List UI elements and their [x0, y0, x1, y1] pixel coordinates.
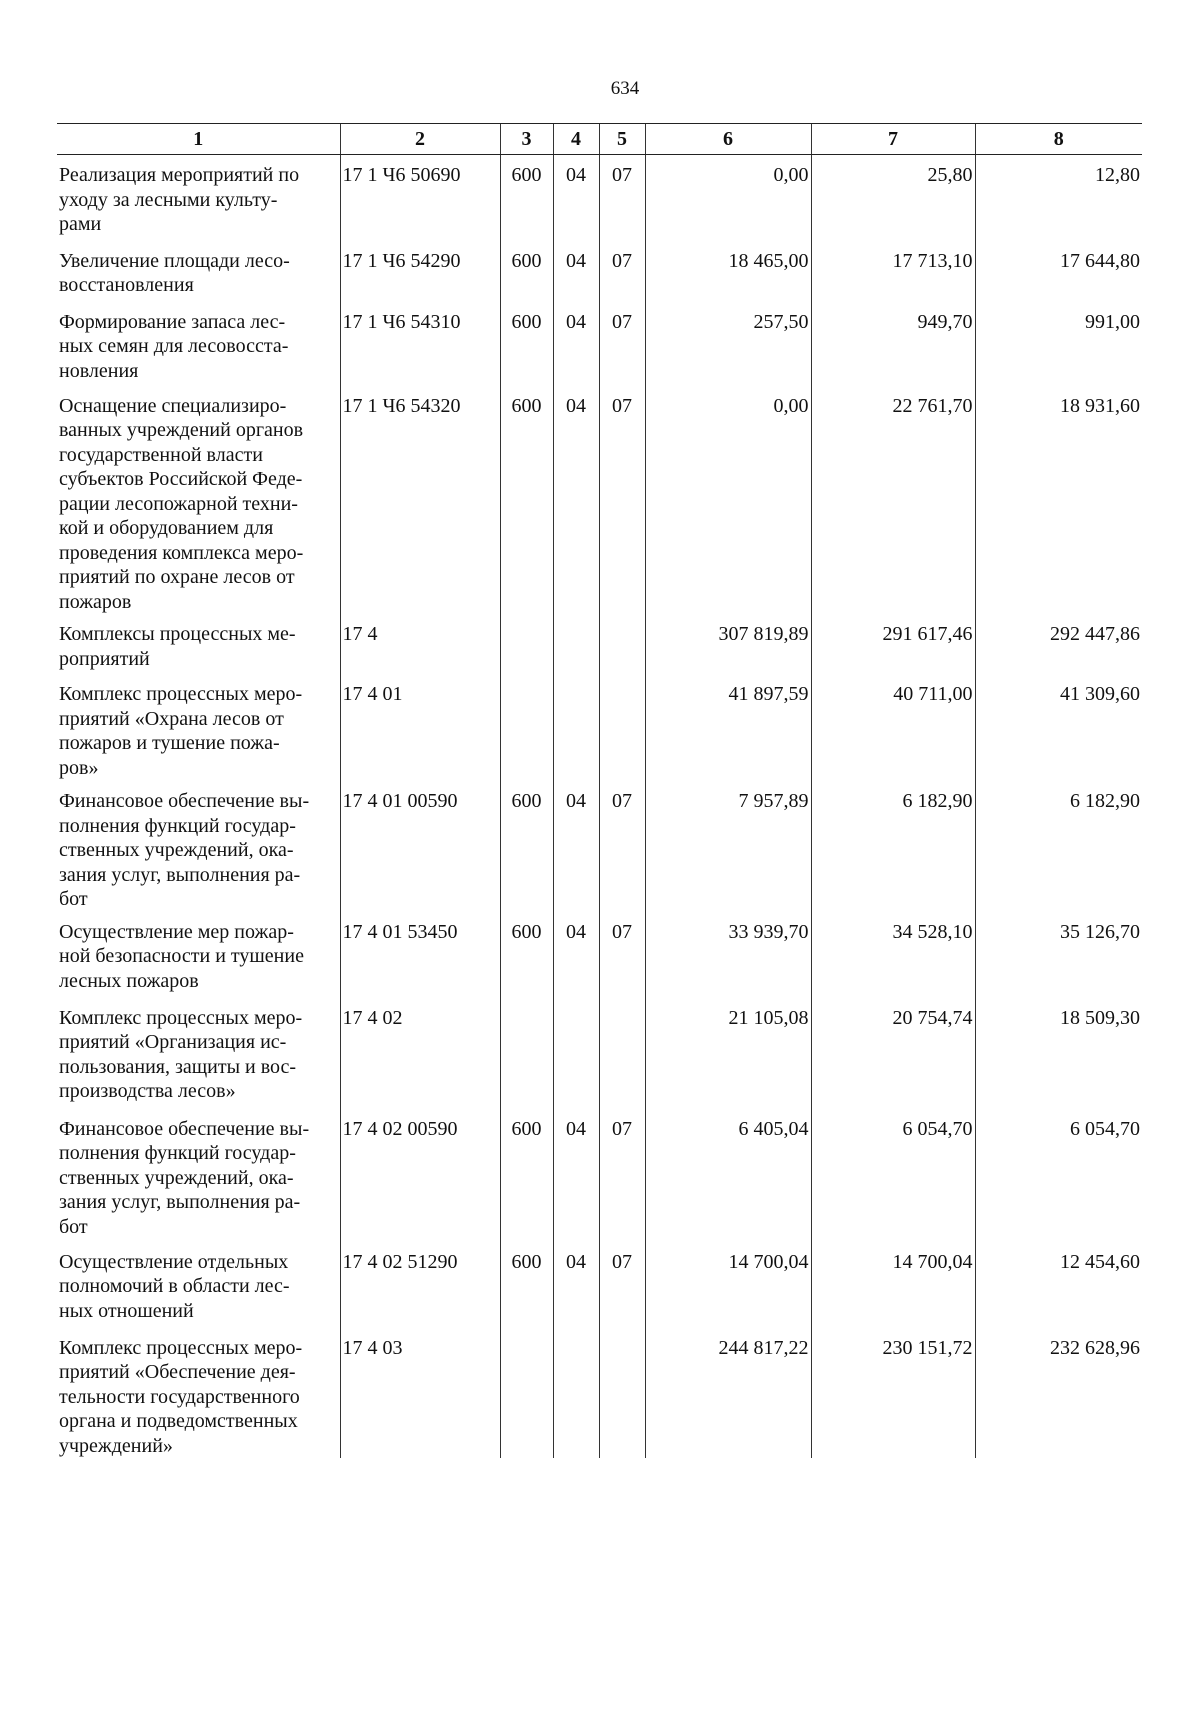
row-value-7: 949,70	[811, 302, 975, 386]
column-header-3: 3	[500, 124, 553, 155]
row-col-4	[553, 1328, 599, 1459]
row-col-4: 04	[553, 1109, 599, 1242]
row-value-6: 244 817,22	[645, 1328, 811, 1459]
table-row	[57, 1242, 1142, 1328]
row-col-4: 04	[553, 155, 599, 241]
row-col-3: 600	[500, 155, 553, 241]
row-name: Увеличение площади лесо- восстановления	[59, 249, 290, 296]
row-col-3: 600	[500, 781, 553, 912]
budget-table	[57, 123, 1142, 1458]
row-value-7: 6 182,90	[811, 781, 975, 912]
table-row	[57, 241, 1142, 302]
row-code: 17 1 Ч6 54310	[340, 302, 500, 386]
table-row	[57, 1109, 1142, 1242]
row-value-7: 6 054,70	[811, 1109, 975, 1242]
table-row	[57, 1328, 1142, 1459]
row-value-8: 12 454,60	[975, 1242, 1142, 1328]
column-header-4: 4	[553, 124, 599, 155]
row-name: Оснащение специализиро- ванных учреждений органов государственной власти субъектов Российской Феде- рации лесопожарной техни- кой и оборудованием для проведения комплекса меро- приятий по охране лесов от пожаров	[59, 394, 304, 613]
column-header-8: 8	[975, 124, 1142, 155]
row-value-7: 291 617,46	[811, 614, 975, 674]
row-col-5: 07	[599, 241, 645, 302]
row-col-5	[599, 674, 645, 781]
row-value-6: 7 957,89	[645, 781, 811, 912]
row-value-8: 18 509,30	[975, 998, 1142, 1109]
row-col-4	[553, 998, 599, 1109]
row-code: 17 1 Ч6 54320	[340, 386, 500, 615]
column-header-1: 1	[57, 124, 340, 155]
row-name: Комплекс процессных меро- приятий «Обеспечение дея- тельности государственного органа и подведомственных учреждений»	[59, 1336, 303, 1457]
row-col-3: 600	[500, 386, 553, 615]
row-value-6: 18 465,00	[645, 241, 811, 302]
row-value-8: 18 931,60	[975, 386, 1142, 615]
row-col-3	[500, 998, 553, 1109]
row-name: Комплекс процессных меро- приятий «Организация ис- пользования, защиты и вос- производства лесов»	[59, 1006, 303, 1102]
row-code: 17 4 01 53450	[340, 912, 500, 998]
row-code: 17 4 01 00590	[340, 781, 500, 912]
row-value-8: 41 309,60	[975, 674, 1142, 781]
row-code: 17 4 02 00590	[340, 1109, 500, 1242]
row-value-6: 0,00	[645, 155, 811, 241]
row-value-7: 230 151,72	[811, 1328, 975, 1459]
row-col-3: 600	[500, 302, 553, 386]
row-value-6: 33 939,70	[645, 912, 811, 998]
row-code: 17 4 02 51290	[340, 1242, 500, 1328]
row-col-3	[500, 674, 553, 781]
row-value-6: 257,50	[645, 302, 811, 386]
column-header-5: 5	[599, 124, 645, 155]
row-col-4: 04	[553, 1242, 599, 1328]
row-value-6: 41 897,59	[645, 674, 811, 781]
row-name: Комплексы процессных ме- роприятий	[59, 623, 296, 670]
row-value-8: 35 126,70	[975, 912, 1142, 998]
row-col-5: 07	[599, 302, 645, 386]
row-col-5	[599, 1328, 645, 1459]
row-col-5	[599, 614, 645, 674]
row-value-8: 6 054,70	[975, 1109, 1142, 1242]
row-value-8: 232 628,96	[975, 1328, 1142, 1459]
row-col-5: 07	[599, 912, 645, 998]
row-col-3	[500, 614, 553, 674]
row-value-8: 991,00	[975, 302, 1142, 386]
table-row	[57, 912, 1142, 998]
row-col-3: 600	[500, 241, 553, 302]
table-row	[57, 674, 1142, 781]
row-value-6: 14 700,04	[645, 1242, 811, 1328]
table-row	[57, 998, 1142, 1109]
row-name: Комплекс процессных меро- приятий «Охрана лесов от пожаров и тушение пожа- ров»	[59, 683, 303, 779]
row-value-6: 0,00	[645, 386, 811, 615]
row-code: 17 4	[340, 614, 500, 674]
row-name: Финансовое обеспечение вы- полнения функций государ- ственных учреждений, ока- зания услуг, выполнения ра- бот	[59, 790, 310, 910]
row-value-7: 25,80	[811, 155, 975, 241]
row-col-5: 07	[599, 781, 645, 912]
table-row	[57, 614, 1142, 674]
row-value-7: 34 528,10	[811, 912, 975, 998]
row-col-5: 07	[599, 1109, 645, 1242]
row-value-7: 22 761,70	[811, 386, 975, 615]
row-col-5: 07	[599, 155, 645, 241]
row-value-7: 17 713,10	[811, 241, 975, 302]
table-body	[57, 155, 1142, 1459]
row-col-5	[599, 998, 645, 1109]
table-row	[57, 781, 1142, 912]
row-col-4	[553, 674, 599, 781]
row-col-5: 07	[599, 1242, 645, 1328]
row-name: Формирование запаса лес- ных семян для лесовосста- новления	[59, 310, 289, 382]
row-value-7: 14 700,04	[811, 1242, 975, 1328]
row-name: Осуществление мер пожар- ной безопасности и тушение лесных пожаров	[59, 920, 304, 992]
row-col-4	[553, 614, 599, 674]
column-header-6: 6	[645, 124, 811, 155]
row-value-7: 40 711,00	[811, 674, 975, 781]
row-code: 17 4 03	[340, 1328, 500, 1459]
row-value-8: 12,80	[975, 155, 1142, 241]
row-code: 17 1 Ч6 50690	[340, 155, 500, 241]
row-value-8: 292 447,86	[975, 614, 1142, 674]
row-col-4: 04	[553, 241, 599, 302]
row-col-3: 600	[500, 912, 553, 998]
table-row	[57, 302, 1142, 386]
row-value-8: 6 182,90	[975, 781, 1142, 912]
page-number: 634	[610, 78, 640, 99]
row-col-5: 07	[599, 386, 645, 615]
row-code: 17 4 01	[340, 674, 500, 781]
row-col-4: 04	[553, 302, 599, 386]
row-name: Реализация мероприятий по уходу за лесными культу- рами	[59, 164, 300, 235]
row-col-3: 600	[500, 1109, 553, 1242]
row-value-6: 307 819,89	[645, 614, 811, 674]
row-value-6: 6 405,04	[645, 1109, 811, 1242]
row-col-4: 04	[553, 781, 599, 912]
table-row	[57, 155, 1142, 241]
row-name: Финансовое обеспечение вы- полнения функций государ- ственных учреждений, ока- зания услуг, выполнения ра- бот	[59, 1117, 310, 1238]
table-header-row	[57, 124, 1142, 155]
row-col-3	[500, 1328, 553, 1459]
row-name: Осуществление отдельных полномочий в области лес- ных отношений	[59, 1250, 290, 1322]
row-code: 17 4 02	[340, 998, 500, 1109]
column-header-7: 7	[811, 124, 975, 155]
row-code: 17 1 Ч6 54290	[340, 241, 500, 302]
row-col-4: 04	[553, 386, 599, 615]
column-header-2: 2	[340, 124, 500, 155]
row-value-8: 17 644,80	[975, 241, 1142, 302]
row-col-4: 04	[553, 912, 599, 998]
row-value-6: 21 105,08	[645, 998, 811, 1109]
row-value-7: 20 754,74	[811, 998, 975, 1109]
table-row	[57, 386, 1142, 615]
row-col-3: 600	[500, 1242, 553, 1328]
